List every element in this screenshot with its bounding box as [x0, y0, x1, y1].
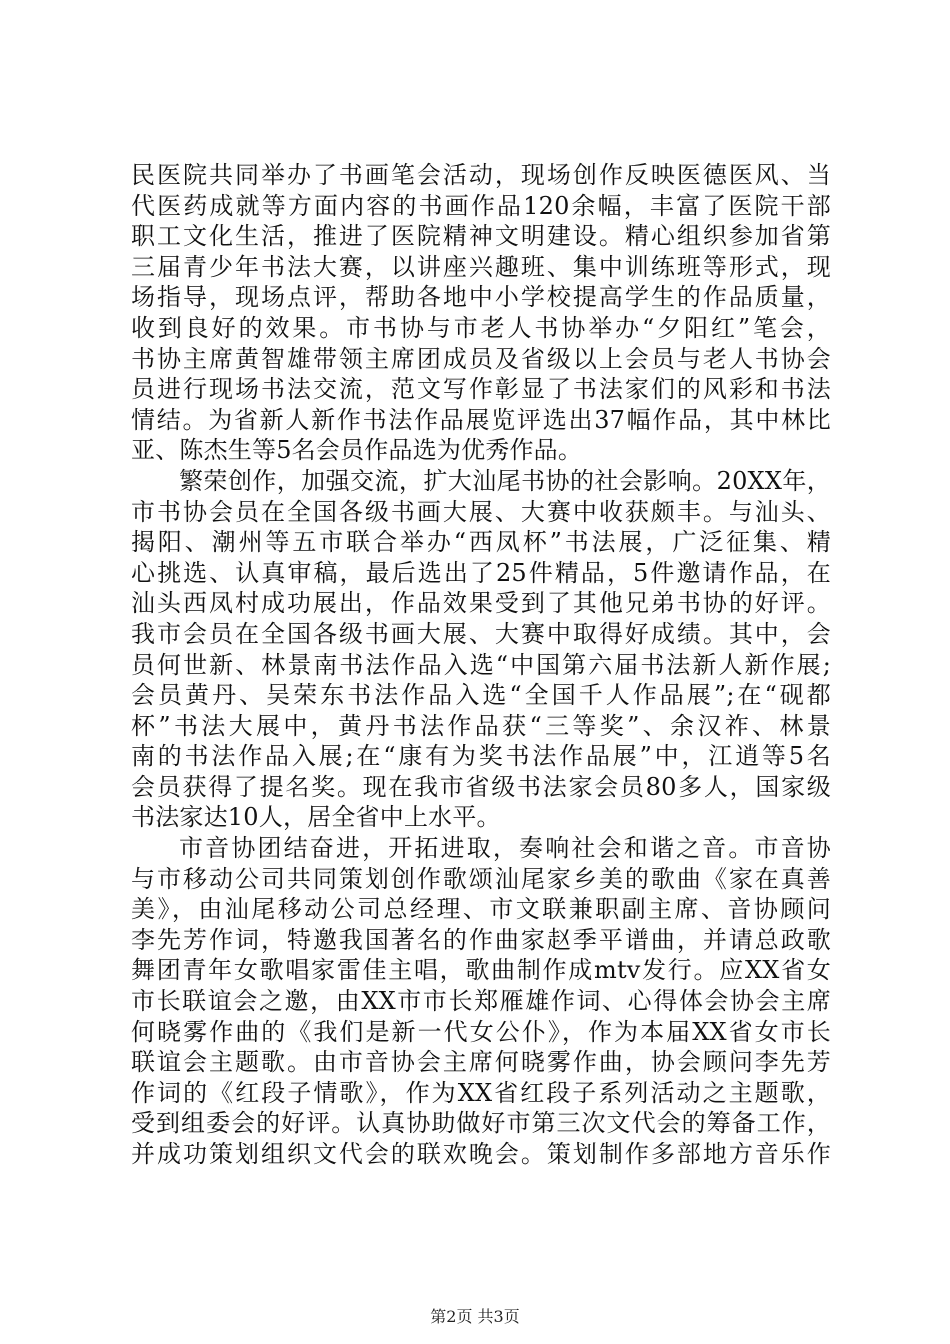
text-line: 联谊会主题歌。由市音协会主席何晓雾作曲，协会顾问李先芳: [131, 1048, 831, 1077]
text-line: 书协主席黄智雄带领主席团成员及省级以上会员与老人书协会: [131, 344, 831, 373]
text-line: 会员获得了提名奖。现在我市省级书法家会员80多人，国家级: [131, 772, 831, 801]
page-footer: 第2页 共3页: [430, 1307, 520, 1326]
text-line: 舞团青年女歌唱家雷佳主唱，歌曲制作成mtv发行。应XX省女: [131, 956, 831, 985]
text-line: 繁荣创作，加强交流，扩大汕尾书协的社会影响。20XX年，: [179, 466, 831, 495]
text-line: 会员黄丹、吴荣东书法作品入选“全国千人作品展”;在“砚都: [131, 681, 831, 710]
text-line: 心挑选、认真审稿，最后选出了25件精品，5件邀请作品，在: [131, 558, 831, 587]
text-line: 员进行现场书法交流，范文写作彰显了书法家们的风彩和书法: [131, 375, 831, 404]
text-line: 书法家达10人，居全省中上水平。: [131, 803, 501, 832]
text-line: 职工文化生活，推进了医院精神文明建设。精心组织参加省第: [131, 222, 831, 251]
text-line: 我市会员在全国各级书画大展、大赛中取得好成绩。其中，会: [131, 619, 831, 648]
text-line: 杯”书法大展中，黄丹书法作品获“三等奖”、余汉祚、林景: [131, 711, 831, 740]
text-line: 李先芳作词，特邀我国著名的作曲家赵季平谱曲，并请总政歌: [131, 925, 831, 954]
text-line: 情结。为省新人新作书法作品展览评选出37幅作品，其中林比: [131, 405, 831, 434]
text-line: 作词的《红段子情歌》，作为XX省红段子系列活动之主题歌，: [131, 1078, 831, 1107]
text-line: 民医院共同举办了书画笔会活动，现场创作反映医德医风、当: [131, 161, 831, 189]
text-line: 并成功策划组织文代会的联欢晚会。策划制作多部地方音乐作: [131, 1140, 831, 1168]
paragraph: [131, 466, 831, 833]
text-line: 市音协团结奋进，开拓进取，奏响社会和谐之音。市音协: [179, 834, 831, 863]
text-line: 市书协会员在全国各级书画大展、大赛中收获颇丰。与汕头、: [131, 497, 831, 526]
text-line: 场指导，现场点评，帮助各地中小学校提高学生的作品质量，: [131, 283, 831, 312]
text-line: 亚、陈杰生等5名会员作品选为优秀作品。: [131, 436, 583, 465]
text-line: 员何世新、林景南书法作品入选“中国第六届书法新人新作展;: [131, 650, 831, 679]
paragraph: [131, 833, 831, 1170]
text-line: 揭阳、潮州等五市联合举办“西凤杯”书法展，广泛征集、精: [131, 528, 831, 557]
text-line: 受到组委会的好评。认真协助做好市第三次文代会的筹备工作，: [131, 1109, 831, 1138]
text-line: 与市移动公司共同策划创作歌颂汕尾家乡美的歌曲《家在真善: [131, 864, 831, 893]
text-line: 美》，由汕尾移动公司总经理、市文联兼职副主席、音协顾问: [131, 895, 831, 924]
text-line: 南的书法作品入展;在“康有为奖书法作品展”中，江逍等5名: [131, 742, 831, 771]
text-line: 市长联谊会之邀，由XX市市长郑雁雄作词、心得体会协会主席: [131, 987, 831, 1016]
paragraph: [131, 160, 831, 466]
text-line: 收到良好的效果。市书协与市老人书协举办“夕阳红”笔会，: [131, 313, 831, 342]
text-line: 代医药成就等方面内容的书画作品120余幅，丰富了医院干部: [131, 191, 831, 220]
text-line: 何晓雾作曲的《我们是新一代女公仆》，作为本届XX省女市长: [131, 1017, 831, 1046]
text-line: 三届青少年书法大赛，以讲座兴趣班、集中训练班等形式，现: [131, 252, 831, 281]
text-line: 汕头西凤村成功展出，作品效果受到了其他兄弟书协的好评。: [131, 589, 831, 618]
document-body: [131, 160, 831, 1170]
